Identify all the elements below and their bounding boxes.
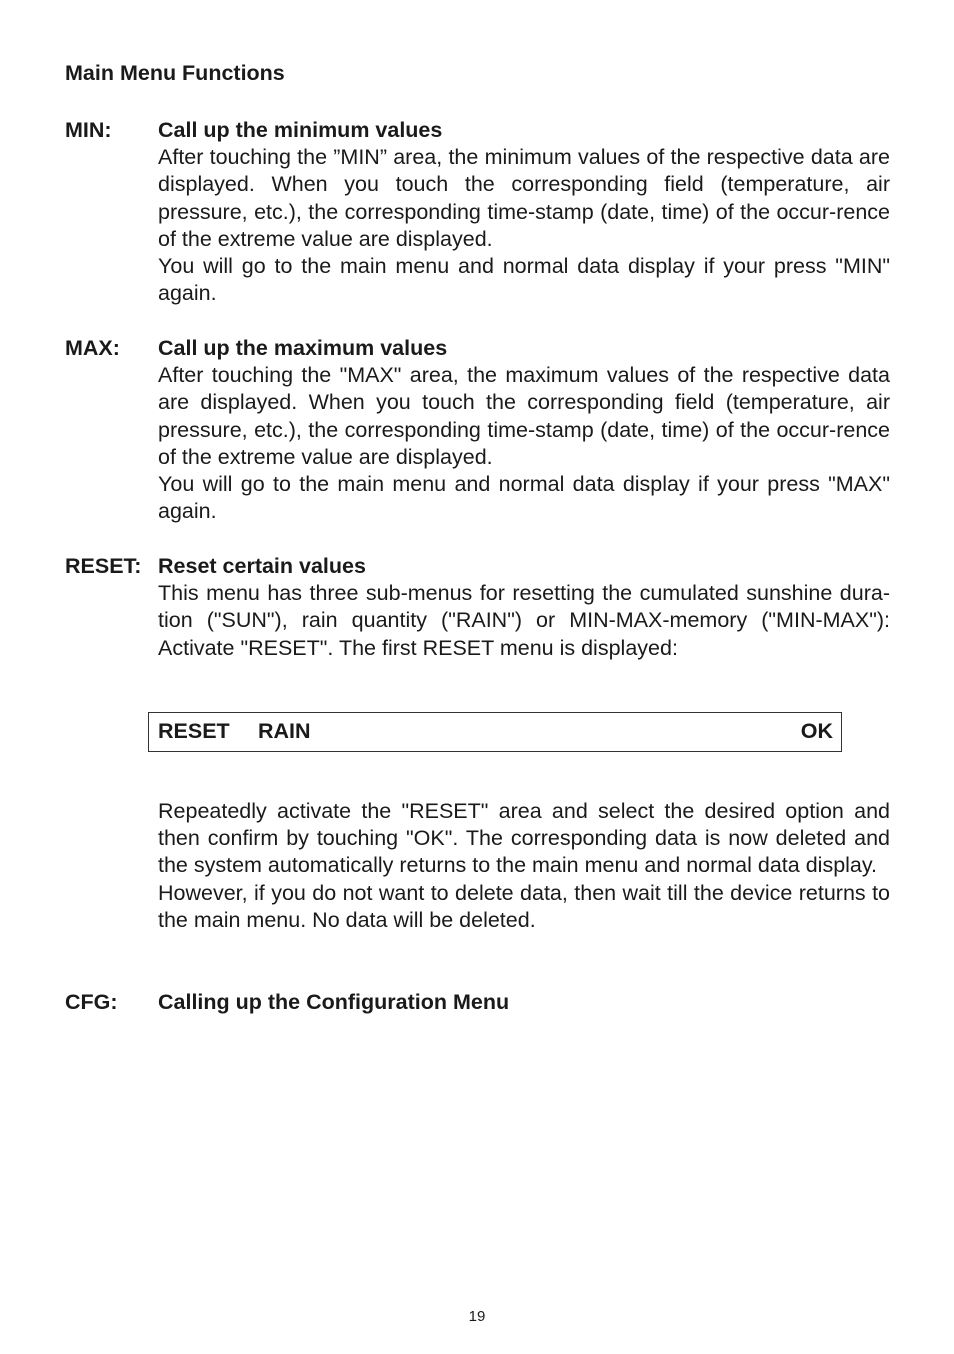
- heading-reset: Reset certain values: [158, 554, 366, 578]
- section-reset-after: [65, 798, 890, 934]
- paragraph: This menu has three sub-menus for resetting the cumulated sunshine dura-tion ("SUN"), rain quantity ("RAIN") or MIN-MAX-memory ("MIN-MAX"): Activate "RESET". The first RESET menu is displayed:: [158, 581, 890, 660]
- heading-min: Call up the minimum values: [158, 118, 443, 142]
- page-number: 19: [468, 1308, 486, 1325]
- term-max: MAX:: [65, 336, 120, 360]
- paragraph: Repeatedly activate the "RESET" area and select the desired option and then confirm by touching "OK". The corresponding data is now deleted and the system automatically returns to the main menu and normal data display.: [158, 799, 890, 878]
- section-max: [65, 335, 890, 525]
- page-title: Main Menu Functions: [65, 61, 285, 85]
- paragraph: After touching the ”MIN” area, the minimum values of the respective data are displayed. When you touch the corresponding field (temperature, air pressure, etc.), the corresponding time-stamp (date, time) of the occur-rence of the extreme value are displayed.: [158, 145, 890, 251]
- term-reset: RESET:: [65, 554, 142, 578]
- paragraph: You will go to the main menu and normal data display if your press "MIN" again.: [158, 254, 890, 306]
- ok-button[interactable]: OK: [800, 719, 833, 743]
- paragraph: After touching the "MAX" area, the maximum values of the respective data are displayed. When you touch the corresponding field (temperature, air pressure, etc.), the corresponding time-stamp (date, time) of the occur-rence of the extreme value are displayed.: [158, 363, 890, 469]
- section-cfg: [65, 989, 890, 1016]
- heading-max: Call up the maximum values: [158, 336, 448, 360]
- heading-cfg: Calling up the Configuration Menu: [158, 990, 510, 1014]
- reset-menu-display: [148, 712, 842, 752]
- section-min: [65, 117, 890, 307]
- term-cfg: CFG:: [65, 990, 118, 1014]
- reset-option-label: RAIN: [258, 719, 311, 743]
- paragraph: However, if you do not want to delete data, then wait till the device returns to the main menu. No data will be deleted.: [158, 880, 890, 932]
- term-min: MIN:: [65, 118, 112, 142]
- paragraph: You will go to the main menu and normal data display if your press "MAX" again.: [158, 472, 890, 524]
- reset-area[interactable]: RESET: [158, 719, 230, 743]
- section-reset: [65, 553, 890, 662]
